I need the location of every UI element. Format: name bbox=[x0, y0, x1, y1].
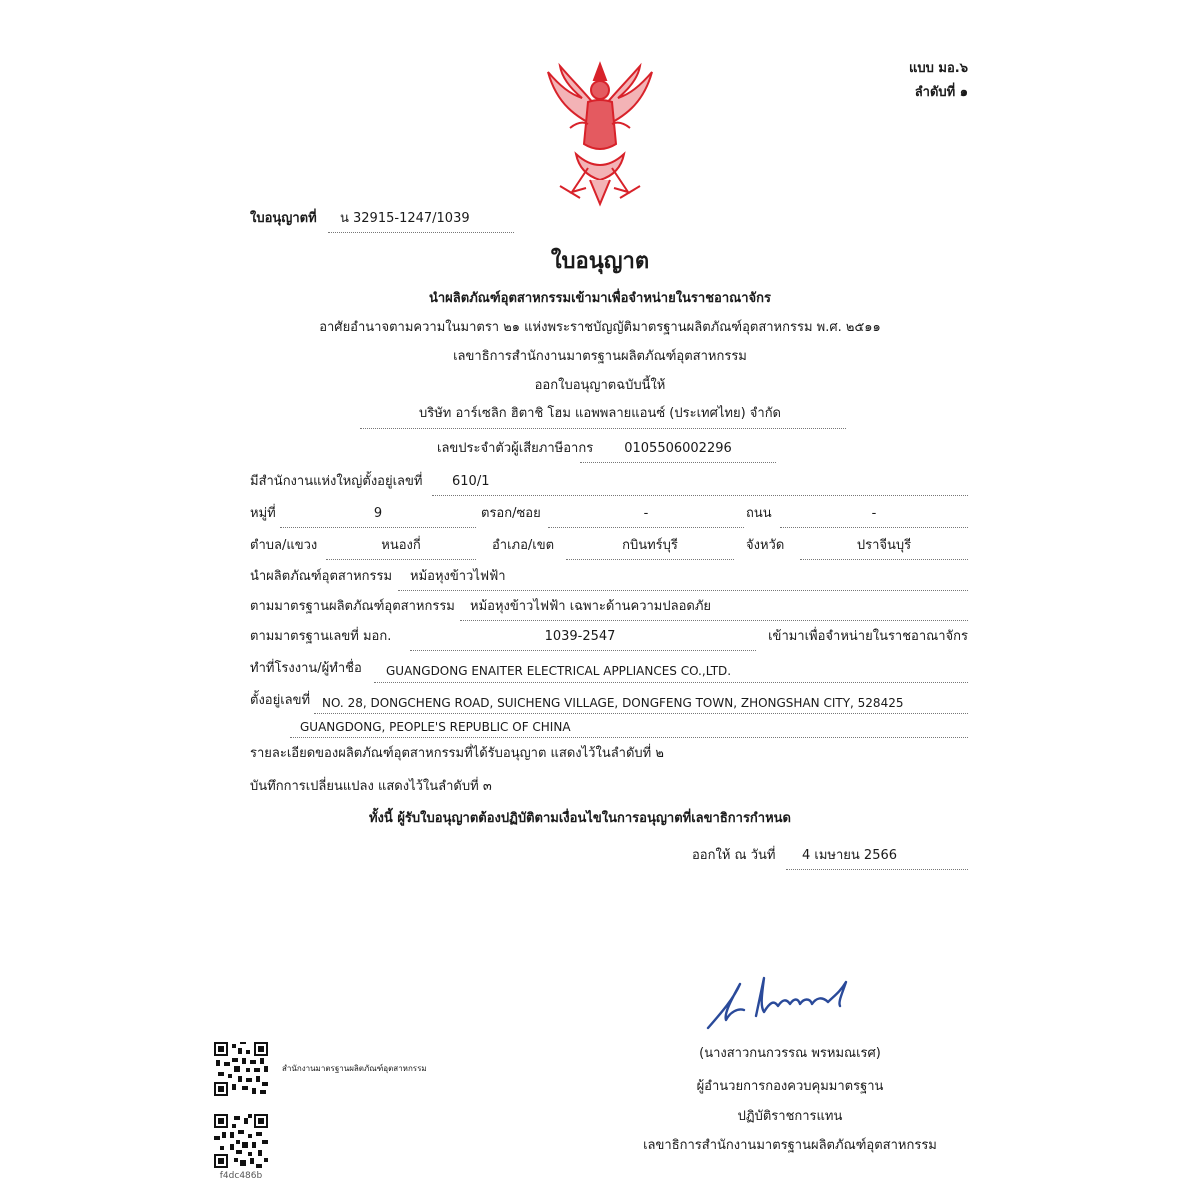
soi-value: - bbox=[643, 506, 649, 521]
signatory-org: เลขาธิการสำนักงานมาตรฐานผลิตภัณฑ์อุตสาหกรรม bbox=[643, 1138, 937, 1153]
standard-no-value: 1039-2547 bbox=[544, 629, 616, 644]
license-no-value: น 32915-1247/1039 bbox=[340, 211, 470, 226]
manufacturer-label: ทำที่โรงงาน/ผู้ทำชื่อ bbox=[250, 661, 362, 676]
garuda-emblem-icon bbox=[540, 58, 660, 208]
tambon-value: หนองกี่ bbox=[381, 538, 421, 553]
product-value: หม้อหุงข้าวไฟฟ้า bbox=[410, 569, 506, 584]
tax-id-value: 0105506002296 bbox=[624, 441, 732, 456]
soi-label: ตรอก/ซอย bbox=[481, 506, 541, 521]
moo-value: 9 bbox=[373, 506, 383, 521]
standard-label: ตามมาตรฐานผลิตภัณฑ์อุตสาหกรรม bbox=[250, 599, 455, 614]
condition-text: ทั้งนี้ ผู้รับใบอนุญาตต้องปฏิบัติตามเงื่อนไขในการอนุญาตที่เลขาธิการกำหนด bbox=[368, 811, 791, 826]
issued-label: ออกให้ ณ วันที่ bbox=[692, 848, 776, 863]
qr-code-icon[interactable] bbox=[214, 1042, 268, 1096]
hq-label: มีสำนักงานแห่งใหญ่ตั้งอยู่เลขที่ bbox=[250, 474, 423, 489]
tax-id-label: เลขประจำตัวผู้เสียภาษีอากร bbox=[437, 441, 594, 456]
mfr-address-line1: NO. 28, DONGCHENG ROAD, SUICHENG VILLAGE, DONGFENG TOWN, ZHONGSHAN CITY, 528425 bbox=[322, 696, 904, 710]
province-value: ปราจีนบุรี bbox=[856, 538, 912, 553]
authority-line-2: เลขาธิการสำนักงานมาตรฐานผลิตภัณฑ์อุตสาหกรรม bbox=[453, 349, 747, 364]
company-name: บริษัท อาร์เซลิก ฮิตาชิ โฮม แอพพลายแอนซ์ (ประเทศไทย) จำกัด bbox=[418, 406, 782, 421]
qr-caption: สำนักงานมาตรฐานผลิตภัณฑ์อุตสาหกรรม bbox=[282, 1064, 427, 1073]
amphoe-value: กบินทร์บุรี bbox=[622, 538, 678, 553]
signature-graphic bbox=[700, 972, 860, 1036]
manufacturer-value: GUANGDONG ENAITER ELECTRICAL APPLIANCES CO.,LTD. bbox=[386, 664, 732, 678]
qr-code-id: f4dc486b bbox=[219, 1171, 263, 1181]
amphoe-label: อำเภอ/เขต bbox=[492, 538, 555, 553]
road-label: ถนน bbox=[746, 506, 772, 521]
authority-line-1: อาศัยอำนาจตามความในมาตรา ๒๑ แห่งพระราชบัญญัติมาตรฐานผลิตภัณฑ์อุตสาหกรรม พ.ศ. ๒๕๑๑ bbox=[319, 320, 881, 335]
standard-no-suffix: เข้ามาเพื่อจำหน่ายในราชอาณาจักร bbox=[768, 629, 968, 644]
province-label: จังหวัด bbox=[746, 538, 785, 553]
road-value: - bbox=[871, 506, 877, 521]
signatory-name: (นางสาวกนกวรรณ พรหมณเรศ) bbox=[699, 1046, 881, 1061]
qr-code-icon[interactable] bbox=[214, 1114, 268, 1168]
document-subtitle: นำผลิตภัณฑ์อุตสาหกรรมเข้ามาเพื่อจำหน่ายในราชอาณาจักร bbox=[429, 291, 771, 306]
mfr-address-line2: GUANGDONG, PEOPLE'S REPUBLIC OF CHINA bbox=[300, 720, 571, 734]
mfr-address-label: ตั้งอยู่เลขที่ bbox=[250, 693, 311, 708]
license-no-label: ใบอนุญาตที่ bbox=[250, 211, 317, 226]
tambon-label: ตำบล/แขวง bbox=[250, 538, 318, 553]
signatory-acting: ปฏิบัติราชการแทน bbox=[737, 1109, 843, 1124]
issued-value: 4 เมษายน 2566 bbox=[802, 848, 898, 863]
product-label: นำผลิตภัณฑ์อุตสาหกรรม bbox=[250, 569, 393, 584]
standard-no-label: ตามมาตรฐานเลขที่ มอก. bbox=[250, 629, 392, 644]
form-seq: ลำดับที่ ๑ bbox=[914, 85, 968, 100]
document-title: ใบอนุญาต bbox=[550, 249, 650, 274]
form-type: แบบ มอ.๖ bbox=[909, 61, 968, 76]
authority-line-3: ออกใบอนุญาตฉบับนี้ให้ bbox=[534, 378, 666, 393]
changes-line: บันทึกการเปลี่ยนแปลง แสดงไว้ในลำดับที่ ๓ bbox=[250, 779, 492, 794]
signatory-position: ผู้อำนวยการกองควบคุมมาตรฐาน bbox=[696, 1079, 884, 1094]
standard-value: หม้อหุงข้าวไฟฟ้า เฉพาะด้านความปลอดภัย bbox=[470, 599, 712, 614]
hq-value: 610/1 bbox=[452, 474, 490, 489]
moo-label: หมู่ที่ bbox=[250, 506, 276, 521]
details-line: รายละเอียดของผลิตภัณฑ์อุตสาหกรรมที่ได้รับอนุญาต แสดงไว้ในลำดับที่ ๒ bbox=[250, 746, 664, 761]
